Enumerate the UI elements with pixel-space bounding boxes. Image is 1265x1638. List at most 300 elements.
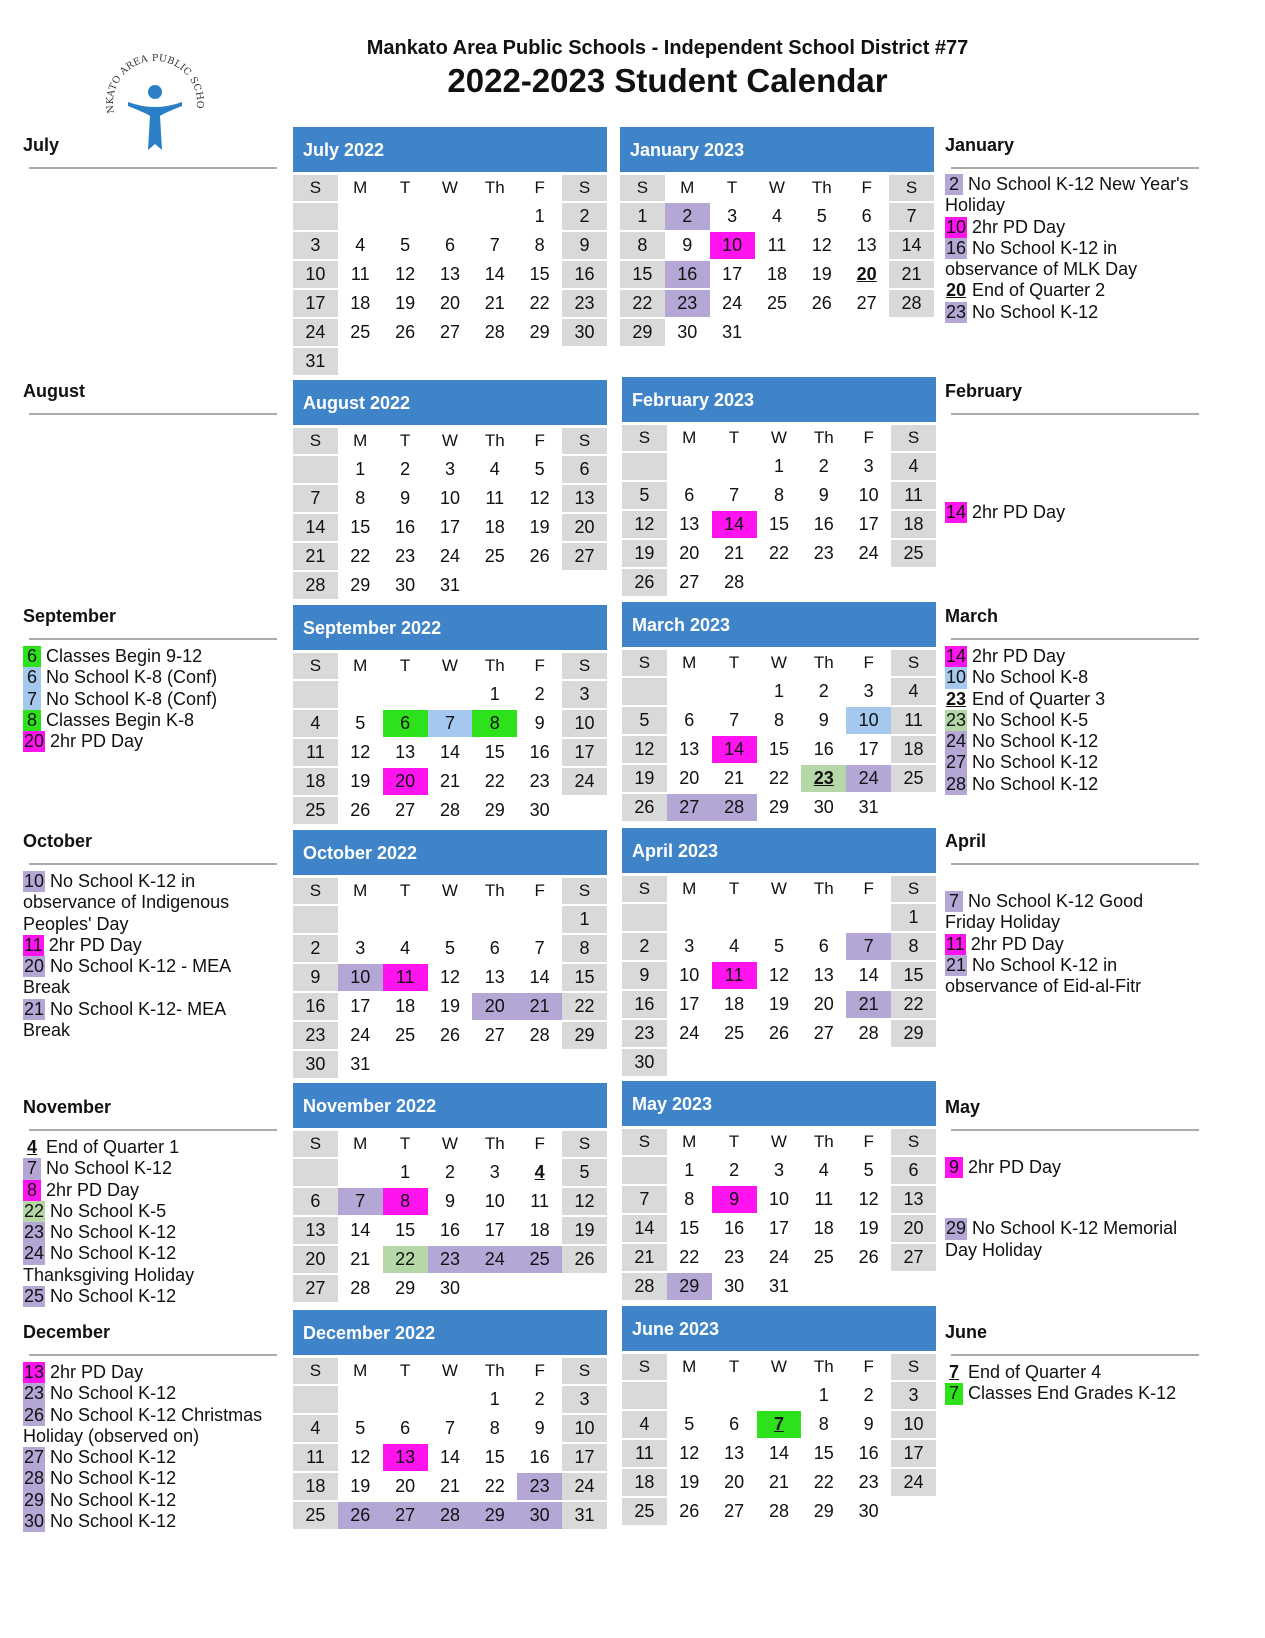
calendar-may: [622, 1081, 936, 1302]
day-cell: 9: [682, 235, 693, 255]
day-cell: 14: [622, 1215, 667, 1242]
day-header: T: [399, 431, 411, 450]
note-item: [23, 1180, 268, 1201]
day-cell: 31: [350, 1054, 371, 1074]
empty-day-cell: [517, 1051, 562, 1078]
day-cell: 17: [679, 994, 700, 1014]
day-cell: 24: [722, 293, 743, 313]
note-text: No School K-12 Christmas Holiday (observed on): [23, 1404, 263, 1446]
day-cell: 9: [818, 710, 829, 730]
calendar-grid: [622, 648, 936, 823]
calendar-nov: [293, 1083, 607, 1304]
calendar-title: May 2023: [622, 1081, 936, 1126]
day-cell: 26: [768, 1023, 789, 1043]
day-cell: 12: [529, 488, 550, 508]
day-cell: 29: [472, 1502, 517, 1529]
note-text: No School K-12 in observance of Eid-al-Fitr: [945, 954, 1142, 997]
day-cell: 5: [444, 938, 455, 958]
day-cell: 5: [622, 482, 667, 509]
day-cell: 15: [350, 517, 371, 537]
day-cell: 6: [562, 456, 607, 483]
note-text: No School K-12: [972, 773, 1099, 794]
day-cell: 17: [439, 517, 460, 537]
calendar-sep: [293, 605, 607, 826]
month-label: September: [23, 606, 117, 626]
day-cell: 2: [729, 1160, 740, 1180]
day-header: M: [682, 1132, 697, 1151]
note-item: [945, 689, 1195, 710]
day-cell: 24: [293, 319, 338, 346]
day-cell: 27: [383, 1502, 428, 1529]
calendar-grid: [293, 1356, 607, 1531]
day-cell: 17: [484, 1220, 505, 1240]
note-item: [23, 1222, 268, 1243]
day-cell: 3: [863, 456, 874, 476]
empty-day-cell: [622, 678, 667, 705]
day-cell: 11: [293, 1444, 338, 1471]
note-text: No School K-12 in observance of MLK Day: [945, 237, 1138, 280]
day-header: Th: [484, 431, 505, 450]
logo-text: NKATO AREA PUBLIC SCHO: [104, 52, 206, 115]
note-item: [945, 667, 1195, 688]
day-cell: 4: [355, 235, 366, 255]
day-cell: 31: [722, 322, 743, 342]
day-cell: 2: [818, 456, 829, 476]
day-cell: 6: [400, 1418, 411, 1438]
day-cell: 14: [484, 264, 505, 284]
day-cell: 18: [622, 1469, 667, 1496]
day-cell: 10: [562, 1415, 607, 1442]
day-cell: 16: [724, 1218, 745, 1238]
day-cell: 23: [517, 1473, 562, 1500]
day-cell: 31: [858, 797, 879, 817]
day-cell: 23: [801, 765, 846, 792]
empty-day-cell: [428, 1386, 473, 1413]
day-header: S: [293, 653, 338, 679]
day-header: T: [728, 1132, 740, 1151]
day-cell: 6: [489, 938, 500, 958]
day-cell: 30: [529, 800, 550, 820]
day-header: M: [353, 1361, 368, 1380]
note-text: 2hr PD Day: [972, 216, 1066, 237]
day-cell: 19: [395, 293, 416, 313]
day-cell: 22: [350, 546, 371, 566]
note-item: [945, 646, 1195, 667]
note-date: 10: [946, 667, 967, 688]
day-cell: 26: [622, 569, 667, 596]
empty-day-cell: [562, 797, 607, 824]
day-cell: 4: [891, 453, 936, 480]
note-date: 13: [24, 1362, 45, 1382]
day-cell: 23: [428, 1246, 473, 1273]
day-header: F: [863, 1132, 874, 1151]
day-header: T: [399, 881, 411, 900]
day-header: T: [728, 428, 740, 447]
calendar-dec: [293, 1310, 607, 1531]
day-cell: 22: [768, 543, 789, 563]
note-text: 2hr PD Day: [972, 646, 1066, 666]
day-cell: 11: [530, 1191, 549, 1211]
note-text: No School K-5: [50, 1200, 167, 1221]
empty-day-cell: [293, 1386, 338, 1413]
day-cell: 7: [729, 710, 740, 730]
day-header: M: [682, 653, 697, 672]
day-header: S: [622, 425, 667, 451]
day-cell: 20: [724, 1472, 745, 1492]
day-cell: 20: [395, 1476, 416, 1496]
day-cell: 7: [444, 1418, 455, 1438]
calendar-title: November 2022: [293, 1083, 607, 1128]
empty-day-cell: [338, 681, 383, 708]
day-header: Th: [813, 428, 834, 447]
day-cell: 25: [517, 1246, 562, 1273]
note-text: End of Quarter 1: [46, 1137, 180, 1157]
day-cell: 21: [439, 771, 460, 791]
empty-day-cell: [801, 904, 846, 931]
day-cell: 27: [293, 1275, 338, 1302]
day-cell: 15: [679, 1218, 700, 1238]
day-cell: 18: [891, 511, 936, 538]
note-text: No School K-12: [50, 1489, 177, 1510]
note-date: 23: [946, 709, 967, 730]
day-cell: 1: [620, 203, 665, 230]
calendar-grid: [293, 173, 607, 377]
empty-day-cell: [338, 348, 383, 375]
day-cell: 12: [562, 1188, 607, 1215]
calendar-grid: [293, 1129, 607, 1304]
day-header: Th: [813, 1132, 834, 1151]
empty-day-cell: [889, 319, 934, 346]
note-text: Classes Begin K-8: [46, 709, 195, 730]
day-cell: 8: [562, 935, 607, 962]
note-date: 21: [24, 998, 45, 1019]
note-date: 23: [24, 1383, 45, 1404]
day-cell: 30: [813, 797, 834, 817]
day-cell: 5: [355, 1418, 366, 1438]
day-header: M: [682, 1357, 697, 1376]
day-cell: 18: [395, 996, 416, 1016]
day-cell: 20: [891, 1215, 936, 1242]
day-cell: 4: [534, 1162, 545, 1182]
day-header: Th: [813, 879, 834, 898]
month-label: June: [945, 1322, 988, 1342]
day-cell: 1: [489, 684, 500, 704]
day-cell: 22: [529, 293, 550, 313]
note-item: [945, 955, 1195, 998]
day-cell: 16: [813, 739, 834, 759]
note-item: [23, 1447, 268, 1468]
note-date: 30: [24, 1511, 45, 1532]
day-cell: 5: [773, 936, 784, 956]
calendar-grid: [293, 651, 607, 826]
day-cell: 29: [484, 800, 505, 820]
day-cell: 27: [679, 572, 700, 592]
note-date: 10: [946, 216, 967, 237]
day-cell: 10: [768, 1189, 789, 1209]
note-item: [945, 174, 1195, 217]
day-cell: 9: [293, 964, 338, 991]
day-cell: 4: [771, 206, 782, 226]
day-cell: 10: [846, 707, 891, 734]
day-header: F: [534, 656, 545, 675]
day-cell: 7: [889, 203, 934, 230]
calendar-title: April 2023: [622, 828, 936, 873]
notes-list: [23, 646, 268, 752]
note-text: No School K-8 (Conf): [46, 688, 218, 709]
day-cell: 24: [562, 768, 607, 795]
day-cell: 1: [489, 1389, 500, 1409]
day-cell: 22: [813, 1472, 834, 1492]
calendar-title: August 2022: [293, 380, 607, 425]
day-header: W: [770, 1132, 787, 1151]
day-cell: 21: [724, 543, 745, 563]
note-date: 10: [24, 871, 45, 891]
day-cell: 23: [622, 1020, 667, 1047]
day-cell: 14: [439, 1447, 460, 1467]
empty-day-cell: [562, 1275, 607, 1302]
day-cell: 16: [813, 514, 834, 534]
empty-day-cell: [383, 348, 428, 375]
day-header: Th: [811, 178, 832, 197]
empty-day-cell: [667, 1382, 712, 1409]
day-header: S: [891, 1129, 936, 1155]
empty-day-cell: [428, 906, 473, 933]
day-cell: 7: [489, 235, 500, 255]
day-header: S: [622, 1129, 667, 1155]
day-cell: 25: [293, 797, 338, 824]
day-cell: 2: [562, 203, 607, 230]
day-cell: 7: [757, 1411, 802, 1438]
month-label: October: [23, 831, 93, 851]
day-header: S: [562, 878, 607, 904]
empty-day-cell: [517, 1275, 562, 1302]
note-text: Classes End Grades K-12: [968, 1383, 1177, 1404]
note-text: No School K-12 - MEA Break: [23, 956, 231, 998]
note-text: No School K-12: [46, 1158, 173, 1179]
empty-day-cell: [383, 681, 428, 708]
section-divider: [29, 863, 277, 865]
section-divider: [29, 413, 277, 415]
day-cell: 24: [768, 1247, 789, 1267]
month-label: August: [23, 381, 85, 401]
day-cell: 5: [622, 707, 667, 734]
day-cell: 7: [428, 710, 473, 737]
section-divider: [29, 1129, 277, 1131]
day-cell: 10: [710, 232, 755, 259]
day-cell: 7: [338, 1188, 383, 1215]
day-cell: 3: [727, 206, 738, 226]
day-cell: 3: [355, 938, 366, 958]
note-date: 20: [24, 956, 45, 977]
day-header: S: [622, 1354, 667, 1380]
note-item: [945, 280, 1195, 301]
day-cell: 26: [622, 794, 667, 821]
empty-day-cell: [472, 572, 517, 599]
note-item: [945, 1362, 1195, 1383]
day-cell: 25: [766, 293, 787, 313]
day-cell: 7: [729, 485, 740, 505]
note-item: [945, 502, 1195, 523]
day-cell: 8: [818, 1414, 829, 1434]
day-cell: 30: [562, 319, 607, 346]
empty-day-cell: [844, 319, 889, 346]
section-divider: [951, 1354, 1199, 1356]
day-cell: 27: [856, 293, 877, 313]
calendar-title: June 2023: [622, 1306, 936, 1351]
note-date: 29: [946, 1218, 967, 1239]
calendar-apr: [622, 828, 936, 1078]
day-header: S: [293, 1358, 338, 1384]
day-cell: 24: [439, 546, 460, 566]
note-date: 11: [946, 933, 965, 954]
day-cell: 25: [891, 540, 936, 567]
notes-list: [945, 502, 1195, 523]
day-cell: 21: [293, 543, 338, 570]
day-cell: 30: [677, 322, 698, 342]
day-cell: 28: [484, 322, 505, 342]
empty-day-cell: [562, 572, 607, 599]
month-label: November: [23, 1097, 112, 1117]
note-item: [945, 238, 1195, 281]
day-cell: 16: [395, 517, 416, 537]
day-cell: 18: [293, 768, 338, 795]
day-header: W: [441, 656, 458, 675]
empty-day-cell: [667, 904, 712, 931]
note-date: 4: [26, 1137, 37, 1157]
day-cell: 14: [439, 742, 460, 762]
day-cell: 12: [439, 967, 460, 987]
note-date: 22: [24, 1200, 45, 1221]
day-cell: 15: [529, 264, 550, 284]
empty-day-cell: [801, 569, 846, 596]
day-cell: 19: [622, 765, 667, 792]
day-header: F: [863, 428, 874, 447]
note-item: [23, 1201, 268, 1222]
note-date: 8: [23, 710, 41, 731]
day-cell: 28: [293, 572, 338, 599]
calendar-title: March 2023: [622, 602, 936, 647]
day-header: W: [770, 1357, 787, 1376]
note-text: Classes Begin 9-12: [46, 646, 203, 666]
day-header: T: [399, 656, 411, 675]
day-cell: 17: [858, 739, 879, 759]
district-name: Mankato Area Public Schools - Independent School District #77: [366, 37, 969, 59]
empty-day-cell: [383, 906, 428, 933]
day-header: T: [399, 178, 411, 197]
calendar-feb: [622, 377, 936, 598]
note-text: 2hr PD Day: [48, 934, 142, 955]
day-cell: 3: [562, 1386, 607, 1413]
day-header: F: [534, 881, 545, 900]
day-cell: 27: [484, 1025, 505, 1045]
day-cell: 10: [858, 485, 879, 505]
day-cell: 30: [293, 1051, 338, 1078]
calendar-grid: [622, 874, 936, 1078]
note-text: 2hr PD Day: [50, 731, 144, 752]
section-divider: [951, 167, 1199, 169]
day-cell: 12: [858, 1189, 879, 1209]
day-cell: 9: [400, 488, 411, 508]
empty-day-cell: [801, 1049, 846, 1076]
day-cell: 13: [439, 264, 460, 284]
day-cell: 26: [395, 322, 416, 342]
day-cell: 29: [891, 1020, 936, 1047]
day-header: T: [728, 879, 740, 898]
day-cell: 31: [562, 1502, 607, 1529]
note-item: [945, 731, 1195, 752]
day-cell: 7: [534, 938, 545, 958]
empty-day-cell: [472, 203, 517, 230]
day-cell: 3: [444, 459, 455, 479]
note-item: [23, 1362, 268, 1383]
note-text: No School K-8 (Conf): [46, 667, 218, 688]
calendar-title: January 2023: [620, 127, 934, 172]
day-cell: 22: [679, 1247, 700, 1267]
day-header: F: [534, 1134, 545, 1153]
note-item: [23, 1468, 268, 1489]
day-cell: 8: [383, 1188, 428, 1215]
day-cell: 11: [485, 488, 505, 508]
day-cell: 22: [383, 1246, 428, 1273]
day-cell: 23: [813, 543, 834, 563]
empty-day-cell: [428, 348, 473, 375]
note-item: [23, 1383, 268, 1404]
day-cell: 21: [724, 768, 745, 788]
empty-day-cell: [846, 904, 891, 931]
day-cell: 23: [529, 771, 550, 791]
empty-day-cell: [293, 456, 338, 483]
day-cell: 16: [529, 1447, 550, 1467]
day-cell: 8: [620, 232, 665, 259]
day-cell: 10: [484, 1191, 505, 1211]
note-text: No School K-12: [50, 1222, 177, 1243]
calendar-grid: [622, 1127, 936, 1302]
day-cell: 18: [724, 994, 745, 1014]
day-cell: 23: [858, 1472, 879, 1492]
day-header: F: [534, 431, 545, 450]
day-cell: 27: [395, 800, 416, 820]
empty-day-cell: [338, 906, 383, 933]
day-cell: 29: [620, 319, 665, 346]
day-header: T: [728, 1357, 740, 1376]
note-date: 14: [946, 646, 967, 666]
day-cell: 24: [891, 1469, 936, 1496]
calendar-jul: [293, 127, 607, 377]
notes-list: [945, 891, 1195, 997]
school-logo: [100, 50, 210, 158]
day-cell: 13: [679, 739, 700, 759]
day-cell: 28: [712, 794, 757, 821]
day-header: F: [863, 653, 874, 672]
month-label: April: [945, 831, 987, 851]
day-cell: 30: [858, 1501, 879, 1521]
day-cell: 6: [684, 710, 695, 730]
day-cell: 15: [891, 962, 936, 989]
day-cell: 8: [489, 1418, 500, 1438]
note-date: 16: [946, 237, 967, 258]
day-header: M: [682, 879, 697, 898]
section-divider: [29, 638, 277, 640]
day-cell: 2: [863, 1385, 874, 1405]
day-cell: 5: [816, 206, 827, 226]
note-item: [23, 1511, 268, 1532]
empty-day-cell: [757, 1049, 802, 1076]
day-cell: 24: [679, 1023, 700, 1043]
month-label: July: [23, 135, 60, 155]
day-header: F: [534, 178, 545, 197]
note-date: 23: [946, 301, 967, 322]
day-cell: 18: [813, 1218, 834, 1238]
